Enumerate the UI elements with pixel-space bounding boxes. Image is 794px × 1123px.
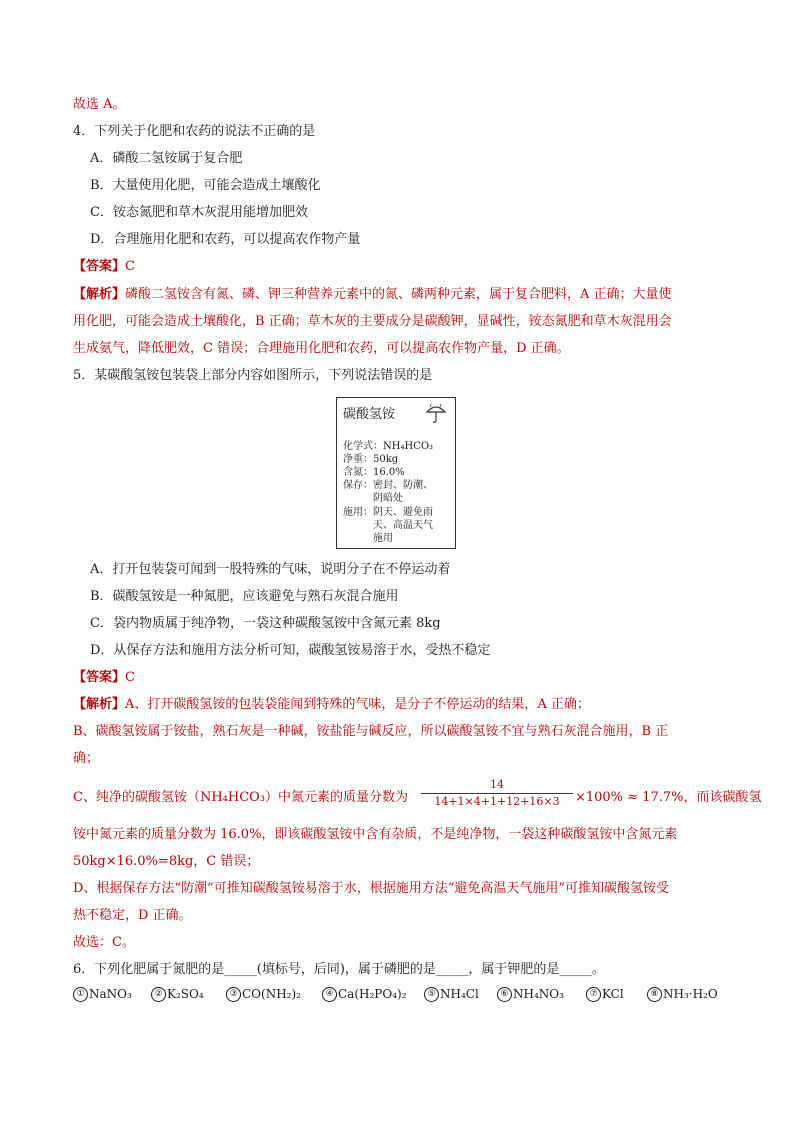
- analysis-tag: 【解析】: [73, 697, 126, 712]
- choice-formula: NH₄Cl: [440, 987, 479, 1001]
- q6-choice: [322, 987, 407, 1002]
- label-net-weight: 净重：50kg: [343, 454, 399, 465]
- answer-value: C: [125, 259, 135, 274]
- q4-analysis-line-2: 用化肥，可能会造成土壤酸化，B 正确；草木灰的主要成分是碳酸钾，显碱性，铵态氮肥和草木灰混用会: [73, 314, 672, 329]
- fertilizer-package-label: [336, 397, 456, 549]
- q6-choice: [497, 987, 564, 1002]
- choice-formula: K₂SO₄: [167, 987, 204, 1001]
- answer-value: C: [125, 670, 135, 685]
- q4-option-d: D．合理施用化肥和农药，可以提高农作物产量: [90, 232, 361, 247]
- q5-analysis-line-4b: ×100% ≈ 17.7%，而该碳酸氢: [575, 790, 762, 805]
- choice-number: ①: [73, 987, 88, 1002]
- q4-stem: 4．下列关于化肥和农药的说法不正确的是: [73, 124, 316, 139]
- q5-answer: [73, 668, 135, 688]
- label-formula: 化学式：NH₄HCO₃: [343, 441, 434, 452]
- label-nitrogen-content: 含氮：16.0%: [343, 467, 405, 478]
- choice-formula: KCl: [602, 987, 624, 1001]
- q4-option-a: A．磷酸二氢铵属于复合肥: [90, 151, 243, 166]
- q5-stem: 5．某碳酸氢铵包装袋上部分内容如图所示，下列说法错误的是: [73, 368, 433, 383]
- q5-analysis-line-2: B、碳酸氢铵属于铵盐，熟石灰是一种碱，铵盐能与碱反应，所以碳酸氢铵不宜与熟石灰混合施用，B 正: [73, 724, 669, 739]
- q6-choice: [586, 987, 624, 1002]
- label-usage-end: 施用: [373, 533, 393, 544]
- analysis-tag: 【解析】: [73, 287, 126, 302]
- q4-option-b: B．大量使用化肥，可能会造成土壤酸化: [90, 178, 321, 193]
- analysis-text: A、打开碳酸氢铵的包装袋能闻到特殊的气味，是分子不停运动的结果，A 正确；: [125, 697, 590, 712]
- choice-number: ⑧: [647, 987, 662, 1002]
- q4-analysis-line-1: [73, 285, 672, 305]
- q5-analysis-line-4a: C、纯净的碳酸氢铵（NH₄HCO₃）中氮元素的质量分数为: [73, 790, 409, 805]
- q5-analysis-line-5: 铵中氮元素的质量分数为 16.0%，即该碳酸氢铵中含有杂质，不是纯净物，一袋这种碳酸氢铵中含氮元素: [73, 827, 678, 842]
- q4-analysis-line-3: 生成氨气，降低肥效，C 错误；合理施用化肥和农药，可以提高农作物产量，D 正确。: [73, 341, 570, 356]
- q5-option-b: B．碳酸氢铵是一种氮肥，应该避免与熟石灰混合施用: [90, 589, 399, 604]
- choice-number: ③: [226, 987, 241, 1002]
- choice-formula: NH₄NO₃: [513, 987, 564, 1001]
- label-title: 碳酸氢铵: [343, 407, 396, 422]
- q6-choice: [151, 987, 204, 1002]
- answer-tag: 【答案】: [73, 670, 126, 685]
- q5-option-a: A．打开包装袋可闻到一股特殊的气味，说明分子在不停运动着: [90, 562, 451, 577]
- label-usage-cont: 天、高温天气: [373, 520, 433, 531]
- choice-formula: CO(NH₂)₂: [242, 987, 301, 1001]
- q6-choice: [73, 987, 132, 1002]
- choice-number: ②: [151, 987, 166, 1002]
- label-usage: 施用：阴天、避免雨: [343, 507, 433, 518]
- label-storage: 保存：密封、防潮、: [343, 480, 433, 491]
- umbrella-icon: [425, 402, 447, 424]
- choice-formula: Ca(H₂PO₄)₂: [338, 987, 407, 1001]
- prev-answer-conclusion: 故选 A。: [73, 97, 126, 112]
- analysis-text: 磷酸二氢铵含有氮、磷、钾三种营养元素中的氮、磷两种元素，属于复合肥料，A 正确；大量使: [125, 287, 672, 302]
- choice-number: ⑤: [424, 987, 439, 1002]
- choice-formula: NH₃·H₂O: [663, 987, 718, 1001]
- choice-number: ⑥: [497, 987, 512, 1002]
- q4-option-c: C．铵态氮肥和草木灰混用能增加肥效: [90, 205, 308, 220]
- q5-analysis-line-1: [73, 695, 590, 715]
- q6-choice: [424, 987, 479, 1002]
- q6-stem: 6．下列化肥属于氮肥的是_____(填标号，后同)，属于磷肥的是_____，属于钾肥的是_____。: [73, 962, 605, 977]
- fraction-denominator: 14+1×4+1+12+16×3: [434, 795, 560, 808]
- q5-option-c: C．袋内物质属于纯净物，一袋这种碳酸氢铵中含氮元素 8kg: [90, 616, 441, 631]
- q5-analysis-line-8: 热不稳定，D 正确。: [73, 908, 192, 923]
- mass-fraction-formula: [421, 777, 573, 810]
- q5-option-d: D．从保存方法和施用方法分析可知，碳酸氢铵易溶于水，受热不稳定: [90, 643, 491, 658]
- q6-choice: [226, 987, 301, 1002]
- fraction-numerator: 14: [490, 778, 504, 791]
- q5-analysis-line-6: 50kg×16.0%=8kg，C 错误；: [73, 854, 260, 869]
- label-storage-cont: 阴暗处: [373, 493, 403, 504]
- q6-choice: [647, 987, 718, 1002]
- choice-formula: NaNO₃: [89, 987, 132, 1001]
- q5-conclusion: 故选：C。: [73, 935, 135, 950]
- q5-analysis-line-7: D、根据保存方法“防潮”可推知碳酸氢铵易溶于水，根据施用方法“避免高温天气施用”可推知碳酸氢铵受: [73, 881, 670, 896]
- q5-analysis-line-3: 确；: [73, 751, 100, 766]
- answer-tag: 【答案】: [73, 259, 126, 274]
- q4-answer: [73, 257, 135, 277]
- choice-number: ④: [322, 987, 337, 1002]
- choice-number: ⑦: [586, 987, 601, 1002]
